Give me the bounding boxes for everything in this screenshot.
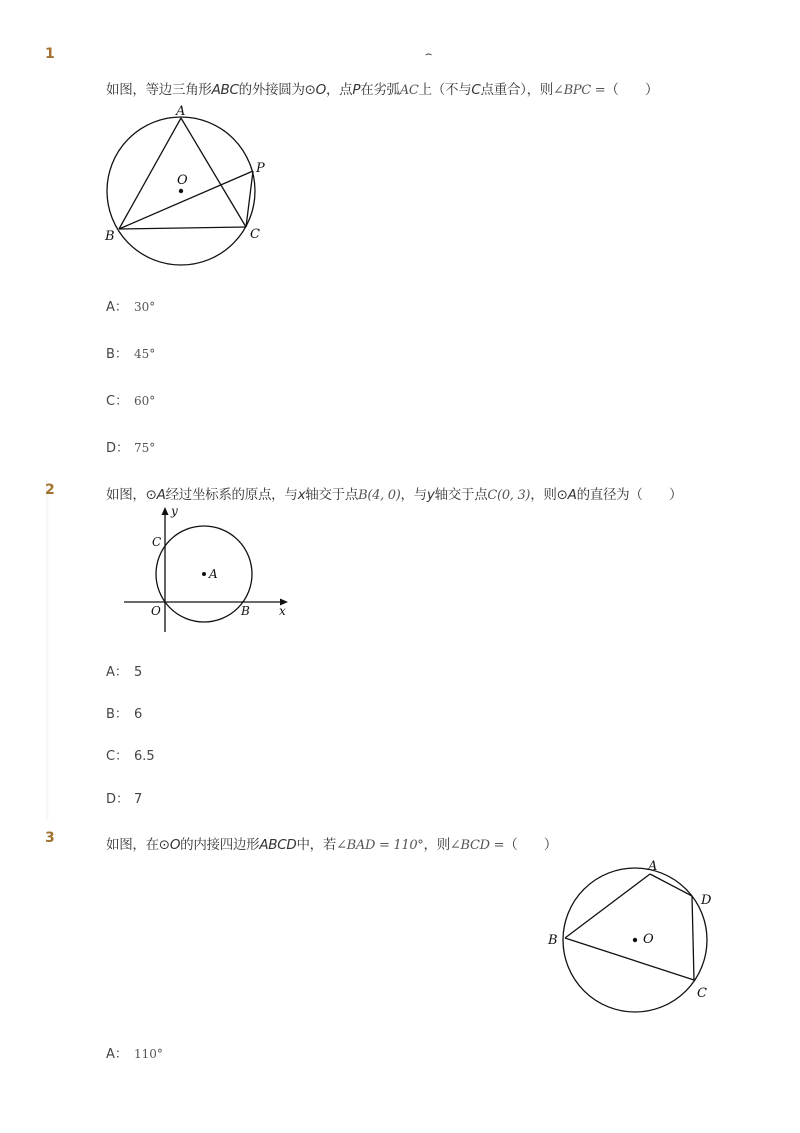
question-number: 2 <box>45 482 55 498</box>
label-o: O <box>643 932 654 947</box>
circumcircle-figure <box>100 100 280 270</box>
question-text: 如图，等边三角形ABC的外接圆为⊙O，点P在劣弧AC上（不与C点重合），则∠BPC =（ ） <box>106 82 659 98</box>
arc-symbol: ⌢ <box>425 47 433 60</box>
option-a[interactable]: A： 110° <box>106 1047 163 1062</box>
side-dc <box>692 896 694 980</box>
label-a: A <box>209 567 218 581</box>
question-text: 如图，⊙A经过坐标系的原点，与x轴交于点B(4, 0)，与y轴交于点C(0, 3)，则⊙A的直径为（ ） <box>106 487 683 503</box>
label-c: C <box>250 227 260 242</box>
label-x: x <box>279 604 286 618</box>
label-b: B <box>241 604 250 618</box>
question-number: 3 <box>45 830 55 846</box>
label-c: C <box>152 535 162 549</box>
y-axis-arrow <box>162 507 169 515</box>
label-y: y <box>171 504 178 518</box>
center-point <box>179 189 183 193</box>
question-text: 如图，在⊙O的内接四边形ABCD中，若∠BAD = 110°，则∠BCD =（ ） <box>106 837 558 853</box>
label-a: A <box>648 859 658 874</box>
label-a: A <box>176 104 186 119</box>
option-c[interactable]: C： 6.5 <box>106 749 155 764</box>
side-ab <box>565 874 650 938</box>
option-c[interactable]: C： 60° <box>106 394 156 409</box>
center-point <box>633 938 637 942</box>
label-d: D <box>701 893 712 908</box>
option-b[interactable]: B： 6 <box>106 707 143 722</box>
label-o: O <box>177 173 188 188</box>
label-p: P <box>256 161 265 176</box>
label-b: B <box>105 229 115 244</box>
option-a[interactable]: A： 30° <box>106 300 156 315</box>
option-d[interactable]: D： 7 <box>106 792 143 807</box>
left-shade <box>46 480 50 820</box>
label-c: C <box>697 986 707 1001</box>
question-number: 1 <box>45 46 55 62</box>
label-b: B <box>548 933 558 948</box>
side-ac <box>181 118 246 227</box>
side-bc <box>565 938 694 980</box>
option-b[interactable]: B： 45° <box>106 347 156 362</box>
option-d[interactable]: D： 75° <box>106 441 156 456</box>
side-bc <box>119 227 246 229</box>
option-a[interactable]: A： 5 <box>106 665 143 680</box>
quadrilateral-figure <box>540 850 720 1020</box>
side-ab <box>119 118 181 229</box>
coordinate-figure <box>118 502 298 637</box>
center-point <box>202 572 206 576</box>
label-o: O <box>151 604 161 618</box>
